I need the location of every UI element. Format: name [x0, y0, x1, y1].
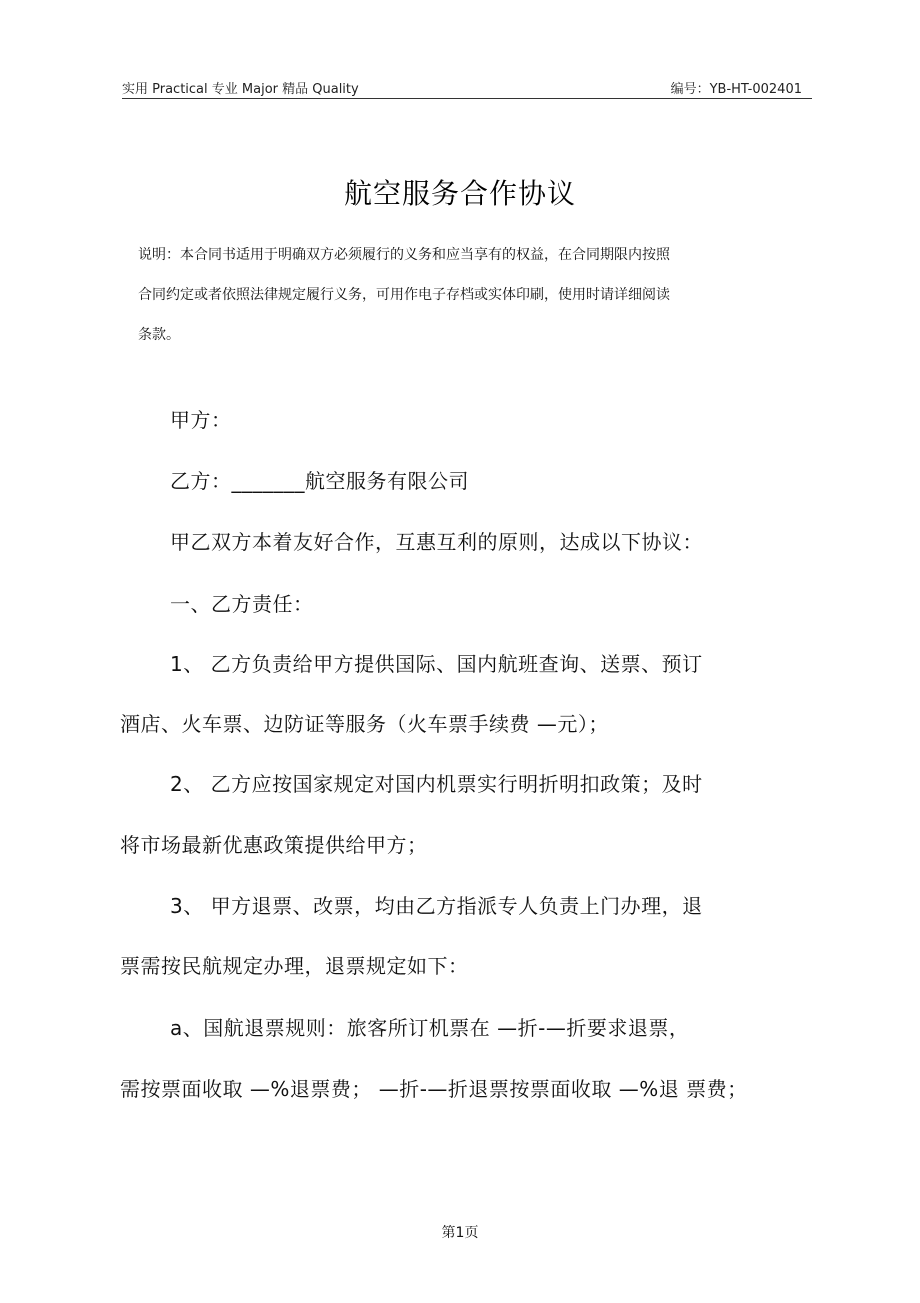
- party-a-label: 甲方：: [170, 408, 232, 432]
- note-line: 说明：本合同书适用于明确双方必须履行的义务和应当享有的权益，在合同期限内按照: [138, 247, 670, 263]
- clause-2-text-cont: 将市场最新优惠政策提供给甲方；: [120, 833, 428, 857]
- note-line: 合同约定或者依照法律规定履行义务，可用作电子存档或实体印刷，使用时请详细阅读: [138, 287, 670, 303]
- clause-3-text-cont: 票需按民航规定办理，退票规定如下：: [120, 954, 469, 978]
- clause-1-text: 1、 乙方负责给甲方提供国际、国内航班查询、送票、预订: [170, 652, 703, 676]
- party-b-label: 乙方：_______航空服务有限公司: [170, 469, 469, 493]
- header-tagline: 实用 Practical 专业 Major 精品 Quality: [122, 82, 359, 97]
- page-number: 第1页: [441, 1225, 479, 1241]
- page-header: [122, 74, 812, 99]
- clause-a-text-cont: 需按票面收取 —%退票费； —折-—折退票按票面收取 —%退 票费；: [120, 1077, 748, 1101]
- document-number: 编号：YB-HT-002401: [670, 82, 802, 97]
- agreement-intro: 甲乙双方本着友好合作，互惠互利的原则，达成以下协议：: [170, 530, 703, 554]
- clause-3-text: 3、 甲方退票、改票，均由乙方指派专人负责上门办理，退: [170, 894, 703, 918]
- clause-1-text-cont: 酒店、火车票、边防证等服务（火车票手续费 —元）；: [120, 712, 609, 736]
- clause-2-text: 2、 乙方应按国家规定对国内机票实行明折明扣政策；及时: [170, 772, 703, 796]
- note-line: 条款。: [138, 327, 180, 343]
- section-heading: 一、乙方责任：: [170, 592, 314, 616]
- document-title: 航空服务合作协议: [343, 177, 576, 210]
- clause-a-text: a、国航退票规则：旅客所订机票在 —折-—折要求退票，: [170, 1016, 690, 1040]
